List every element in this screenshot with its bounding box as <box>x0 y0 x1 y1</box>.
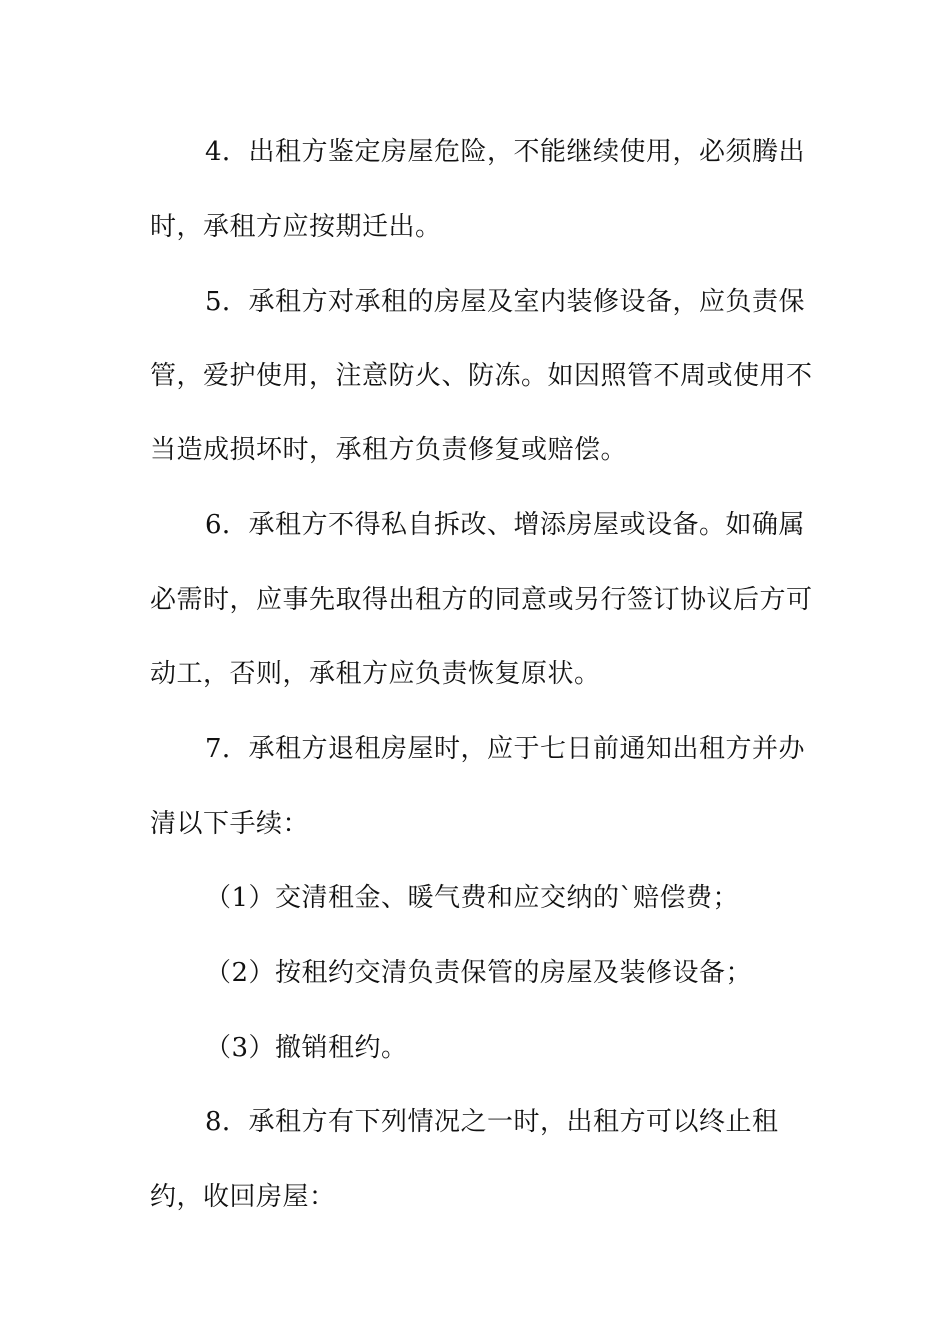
clause-7-item-1: （1）交清租金、暖气费和应交纳的`赔偿费； <box>205 883 740 913</box>
clause-4-line-2: 时，承租方应按期迁出。 <box>150 212 442 242</box>
clause-7-line-2: 清以下手续： <box>150 809 310 839</box>
clause-8-line-1: 8．承租方有下列情况之一时，出租方可以终止租 <box>205 1107 779 1137</box>
clause-6-line-1: 6．承租方不得私自拆改、增添房屋或设备。如确属 <box>205 510 806 540</box>
clause-7-item-3: （3）撤销租约。 <box>205 1033 408 1063</box>
clause-5-line-2: 管，爱护使用，注意防火、防冻。如因照管不周或使用不 <box>150 361 813 391</box>
clause-6-line-3: 动工，否则，承租方应负责恢复原状。 <box>150 659 601 689</box>
clause-7-item-2: （2）按租约交清负责保管的房屋及装修设备； <box>205 958 753 988</box>
clause-5-line-3: 当造成损坏时，承租方负责修复或赔偿。 <box>150 435 628 465</box>
clause-8-line-2: 约，收回房屋： <box>150 1182 336 1212</box>
clause-4-line-1: 4．出租方鉴定房屋危险，不能继续使用，必须腾出 <box>205 137 806 167</box>
clause-7-line-1: 7．承租方退租房屋时，应于七日前通知出租方并办 <box>205 734 806 764</box>
clause-6-line-2: 必需时，应事先取得出租方的同意或另行签订协议后方可 <box>150 585 813 615</box>
clause-5-line-1: 5．承租方对承租的房屋及室内装修设备，应负责保 <box>205 287 806 317</box>
